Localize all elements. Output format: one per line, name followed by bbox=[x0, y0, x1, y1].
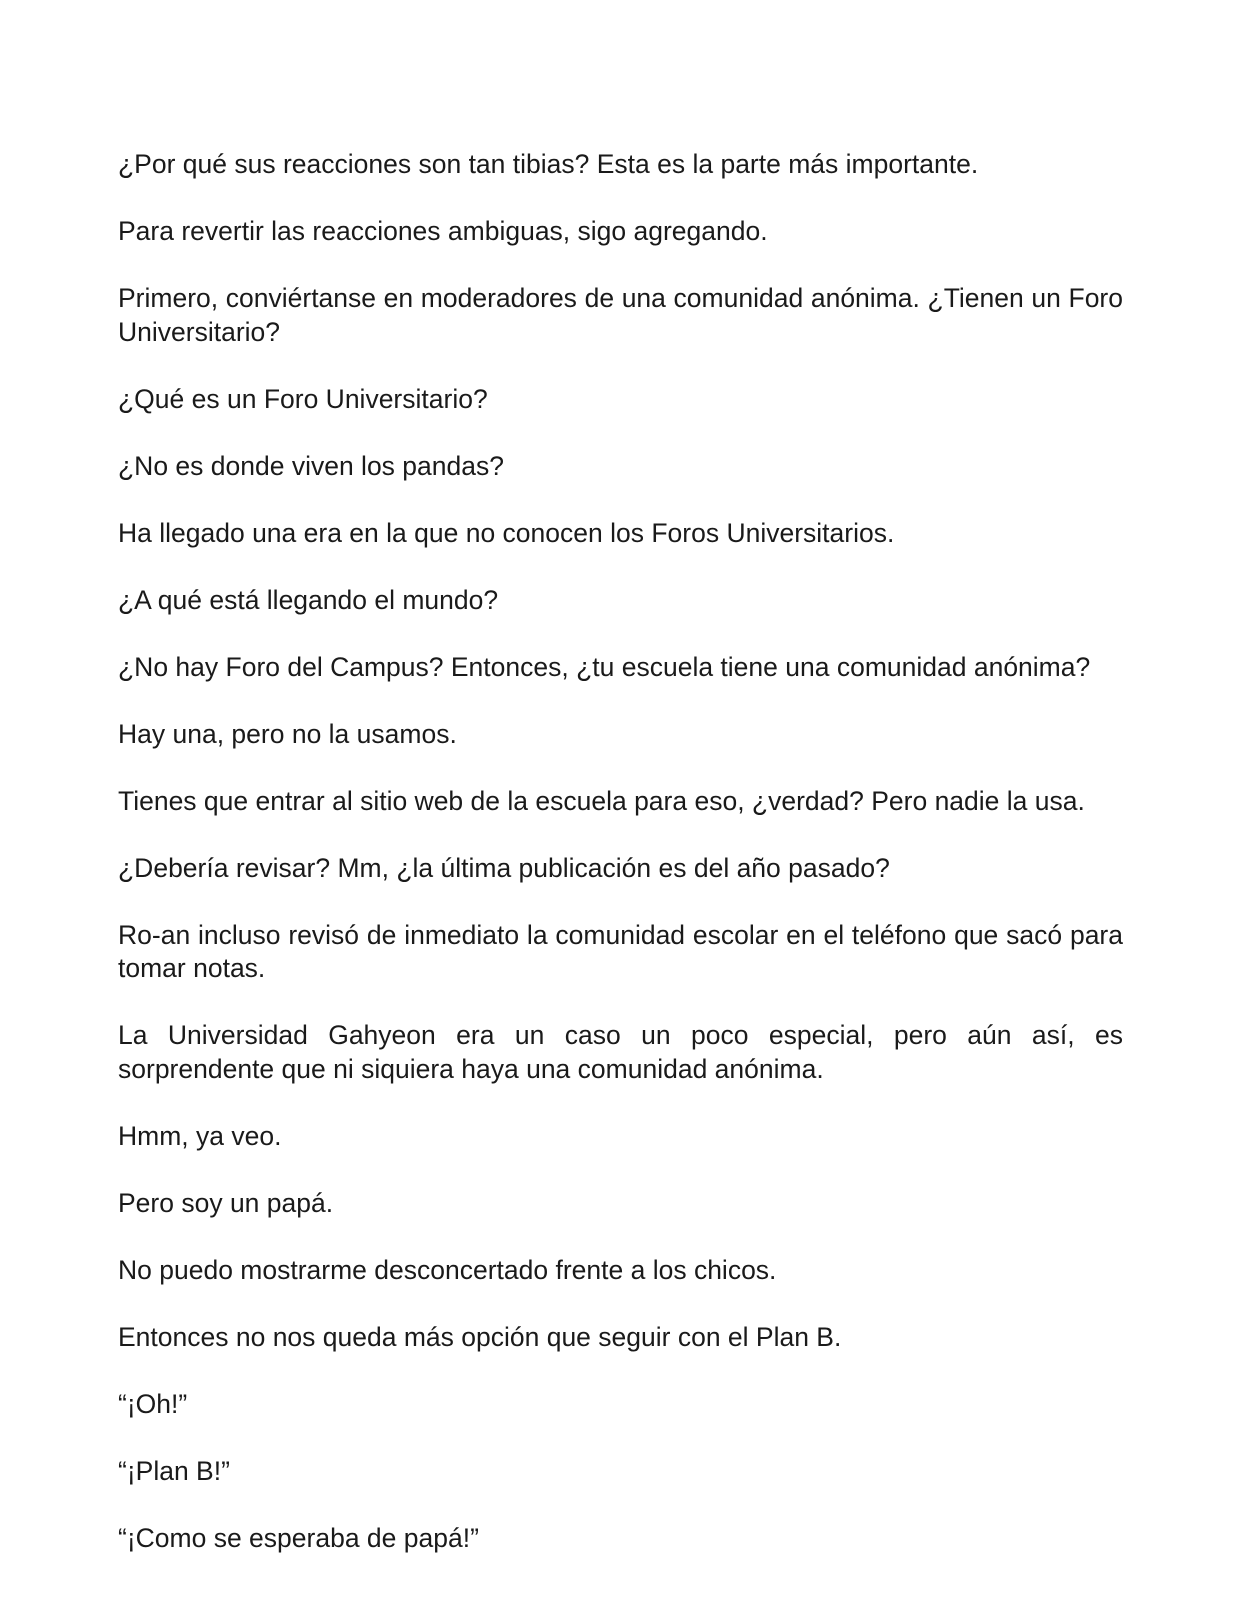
document-body bbox=[118, 148, 1123, 1589]
paragraph: ¿Debería revisar? Mm, ¿la última publicación es del año pasado? bbox=[118, 852, 890, 883]
paragraph: Ha llegado una era en la que no conocen los Foros Universitarios. bbox=[118, 517, 895, 548]
paragraph: Para revertir las reacciones ambiguas, sigo agregando. bbox=[118, 216, 768, 246]
paragraph: ¿A qué está llegando el mundo? bbox=[118, 584, 499, 615]
paragraph: Hmm, ya veo. bbox=[118, 1120, 282, 1151]
paragraph: ¿Qué es un Foro Universitario? bbox=[118, 383, 488, 414]
paragraph: “¡Oh!” bbox=[118, 1388, 188, 1419]
paragraph: Tienes que entrar al sitio web de la escuela para eso, ¿verdad? Pero nadie la usa. bbox=[118, 785, 1085, 816]
paragraph: “¡Como se esperaba de papá!” bbox=[118, 1522, 479, 1553]
paragraph: ¿Por qué sus reacciones son tan tibias? Esta es la parte más importante. bbox=[118, 149, 979, 179]
paragraph: Hay una, pero no la usamos. bbox=[118, 718, 457, 749]
paragraph: “¡Plan B!” bbox=[118, 1455, 230, 1486]
paragraph: La Universidad Gahyeon era un caso un poco especial, pero aún así, es sorprendente que ni siquiera haya una comunidad anónima. bbox=[118, 1020, 1123, 1084]
paragraph: ¿No es donde viven los pandas? bbox=[118, 450, 504, 481]
paragraph: Entonces no nos queda más opción que seguir con el Plan B. bbox=[118, 1321, 842, 1352]
paragraph: ¿No hay Foro del Campus? Entonces, ¿tu escuela tiene una comunidad anónima? bbox=[118, 651, 1091, 682]
paragraph: Ro-an incluso revisó de inmediato la comunidad escolar en el teléfono que sacó para tomar notas. bbox=[118, 919, 1123, 983]
paragraph: No puedo mostrarme desconcertado frente a los chicos. bbox=[118, 1254, 777, 1285]
paragraph: Pero soy un papá. bbox=[118, 1187, 334, 1218]
paragraph: Primero, conviértanse en moderadores de una comunidad anónima. ¿Tienen un Foro Universitario? bbox=[118, 283, 1123, 347]
